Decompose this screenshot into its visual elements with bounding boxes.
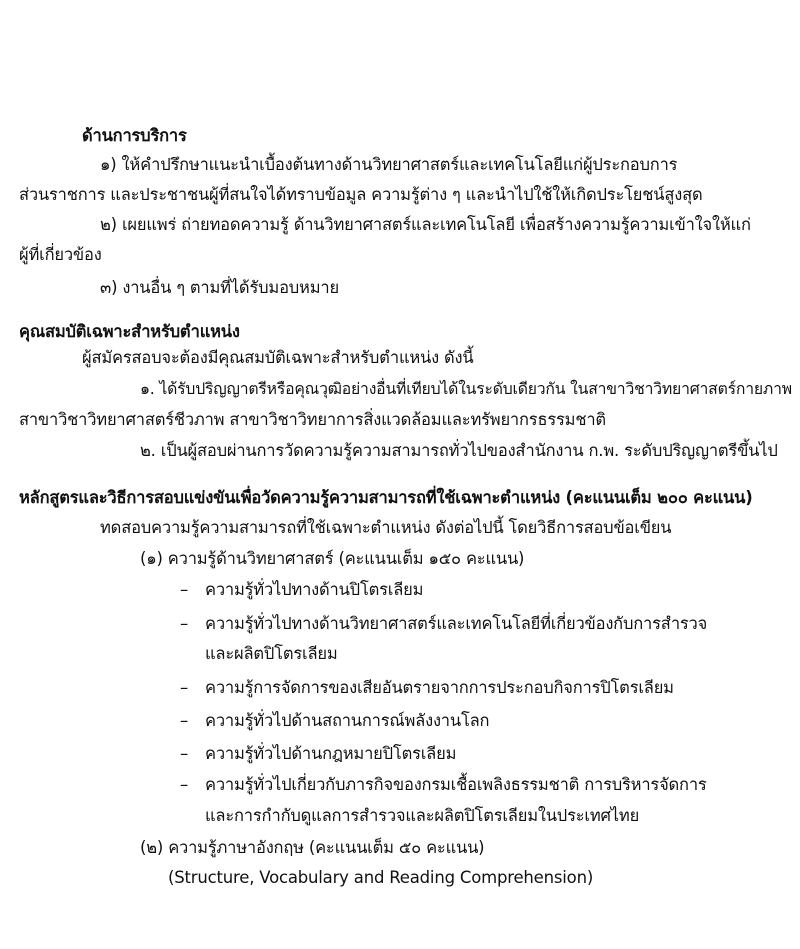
bullet-dash: – xyxy=(180,744,189,763)
qualification-item-2: ๒. เป็นผู้สอบผ่านการวัดความรู้ความสามารถทั่วไปของสำนักงาน ก.พ. ระดับปริญญาตรีขึ้นไป xyxy=(140,441,778,460)
science-topic-6-line-2: และการกำกับดูแลการสำรวจและผลิตปิโตรเลียมในประเทศไทย xyxy=(205,806,640,825)
exam-heading: หลักสูตรและวิธีการสอบแข่งขันเพื่อวัดความรู้ความสามารถที่ใช้เฉพาะตำแหน่ง (คะแนนเต็ม ๒๐๐ คะแนน) xyxy=(19,488,753,507)
service-item-1-line-2: ส่วนราชการ และประชาชนผู้ที่สนใจได้ทราบข้อมูล ความรู้ต่าง ๆ และนำไปใช้ให้เกิดประโยชน์สูงสุด xyxy=(19,185,703,204)
bullet-dash: – xyxy=(180,580,189,599)
qualification-item-1-line-1: ๑. ได้รับปริญญาตรีหรือคุณวุฒิอย่างอื่นที่เทียบได้ในระดับเดียวกัน ในสาขาวิชาวิทยาศาสตร์กายภาพ xyxy=(140,379,792,398)
bullet-dash: – xyxy=(180,614,189,633)
science-topic-4: ความรู้ทั่วไปด้านสถานการณ์พลังงานโลก xyxy=(205,711,490,730)
exam-intro: ทดสอบความรู้ความสามารถที่ใช้เฉพาะตำแหน่ง ดังต่อไปนี้ โดยวิธีการสอบข้อเขียน xyxy=(100,518,672,537)
english-section-detail: (Structure, Vocabulary and Reading Comprehension) xyxy=(168,868,594,887)
science-topic-2-line-1: ความรู้ทั่วไปทางด้านวิทยาศาสตร์และเทคโนโลยีที่เกี่ยวข้องกับการสำรวจ xyxy=(205,614,708,633)
science-topic-1: ความรู้ทั่วไปทางด้านปิโตรเลียม xyxy=(205,580,424,599)
qualification-item-1-line-2: สาขาวิชาวิทยาศาสตร์ชีวภาพ สาขาวิชาวิทยาการสิ่งแวดล้อมและทรัพยากรธรรมชาติ xyxy=(19,410,606,429)
science-topic-3: ความรู้การจัดการของเสียอันตรายจากการประกอบกิจการปิโตรเลียม xyxy=(205,678,674,697)
service-item-2-line-2: ผู้ที่เกี่ยวข้อง xyxy=(19,245,102,264)
bullet-dash: – xyxy=(180,678,189,697)
science-topic-2-line-2: และผลิตปิโตรเลียม xyxy=(205,644,338,663)
service-item-2-line-1: ๒) เผยแพร่ ถ่ายทอดความรู้ ด้านวิทยาศาสตร์และเทคโนโลยี เพื่อสร้างความรู้ความเข้าใจให้แก่ xyxy=(100,215,751,234)
english-section-title: (๒) ความรู้ภาษาอังกฤษ (คะแนนเต็ม ๕๐ คะแนน) xyxy=(140,838,485,857)
bullet-dash: – xyxy=(180,711,189,730)
qualifications-intro: ผู้สมัครสอบจะต้องมีคุณสมบัติเฉพาะสำหรับตำแหน่ง ดังนี้ xyxy=(82,348,474,367)
service-item-1-line-1: ๑) ให้คำปรึกษาแนะนำเบื้องต้นทางด้านวิทยาศาสตร์และเทคโนโลยีแก่ผู้ประกอบการ xyxy=(100,155,678,174)
science-topic-5: ความรู้ทั่วไปด้านกฎหมายปิโตรเลียม xyxy=(205,744,457,763)
science-topic-6-line-1: ความรู้ทั่วไปเกี่ยวกับภารกิจของกรมเชื้อเพลิงธรรมชาติ การบริหารจัดการ xyxy=(205,775,707,794)
qualifications-heading: คุณสมบัติเฉพาะสำหรับตำแหน่ง xyxy=(19,322,240,341)
service-heading: ด้านการบริการ xyxy=(82,126,187,145)
bullet-dash: – xyxy=(180,775,189,794)
science-section-title: (๑) ความรู้ด้านวิทยาศาสตร์ (คะแนนเต็ม ๑๕๐ คะแนน) xyxy=(140,549,525,568)
service-item-3: ๓) งานอื่น ๆ ตามที่ได้รับมอบหมาย xyxy=(100,278,339,297)
